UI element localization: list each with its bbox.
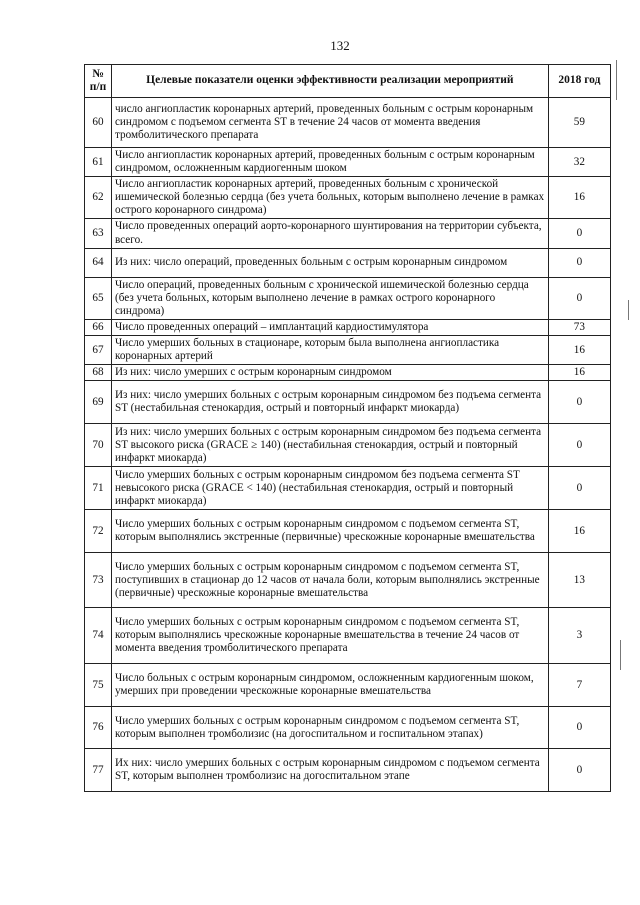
row-description: Число ангиопластик коронарных артерий, проведенных больным с хронической ишемической болезнью сердца (без учета больных, которым выполнено лечение в рамках острого коронарного синдрома) [111,177,548,219]
row-number: 75 [85,664,112,707]
table-header-row [85,65,611,98]
row-value: 0 [548,749,610,792]
row-number: 69 [85,381,112,424]
indicators-table [84,64,611,792]
row-number: 65 [85,277,112,319]
row-number: 68 [85,365,112,381]
row-value: 16 [548,336,610,365]
scan-artifact [620,640,621,670]
row-description: Число больных с острым коронарным синдромом, осложненным кардиогенным шоком, умерших при проведении чрескожные коронарные вмешательства [111,664,548,707]
row-value: 16 [548,177,610,219]
row-number: 74 [85,608,112,664]
row-number: 63 [85,219,112,248]
table-row [85,749,611,792]
scan-artifact [616,60,617,100]
table-row [85,248,611,277]
row-value: 0 [548,707,610,749]
row-value: 7 [548,664,610,707]
table-row [85,381,611,424]
row-number: 62 [85,177,112,219]
row-description: Их них: число умерших больных с острым коронарным синдромом с подъемом сегмента ST, которым выполнен тромболизис на догоспитальном этапе [111,749,548,792]
table-row [85,467,611,510]
row-number: 71 [85,467,112,510]
row-value: 73 [548,319,610,335]
table-row [85,608,611,664]
table-row [85,336,611,365]
row-description: Число умерших больных в стационаре, которым была выполнена ангиопластика коронарных артерий [111,336,548,365]
row-number: 61 [85,148,112,177]
row-value: 0 [548,248,610,277]
row-description: Из них: число умерших больных с острым коронарным синдромом без подъема сегмента ST высокого риска (GRACE ≥ 140) (нестабильная стенокардия, острый и повторный инфаркт миокарда) [111,424,548,467]
table-row [85,365,611,381]
row-value: 16 [548,510,610,553]
row-number: 67 [85,336,112,365]
row-value: 32 [548,148,610,177]
row-number: 60 [85,98,112,148]
row-value: 0 [548,277,610,319]
row-number: 70 [85,424,112,467]
row-description: Число проведенных операций аорто-коронарного шунтирования на территории субъекта, всего. [111,219,548,248]
row-value: 0 [548,219,610,248]
row-description: число ангиопластик коронарных артерий, проведенных больным с острым коронарным синдромом с подъемом сегмента ST в течение 24 часов от момента введения тромболитического препарата [111,98,548,148]
row-description: Число умерших больных с острым коронарным синдромом с подъемом сегмента ST, которым выполнялись экстренные (первичные) чрескожные коронарные вмешательства [111,510,548,553]
table-row [85,707,611,749]
row-description: Число ангиопластик коронарных артерий, проведенных больным с острым коронарным синдромом, осложненным кардиогенным шоком [111,148,548,177]
scan-artifact [628,300,629,320]
header-description: Целевые показатели оценки эффективности реализации мероприятий [111,65,548,98]
row-description: Число умерших больных с острым коронарным синдромом с подъемом сегмента ST, поступивших в стационар до 12 часов от начала боли, которым выполнялись экстренные (первичные) чрескожные коронарные вмешательства [111,553,548,608]
table-row [85,148,611,177]
table-row [85,510,611,553]
table-row [85,177,611,219]
row-description: Число операций, проведенных больным с хронической ишемической болезнью сердца (без учета больных, которым выполнено лечение в рамках острого коронарного синдрома) [111,277,548,319]
table-row [85,664,611,707]
row-value: 0 [548,381,610,424]
row-number: 77 [85,749,112,792]
table-row [85,277,611,319]
table-row [85,98,611,148]
row-number: 66 [85,319,112,335]
row-description: Из них: число умерших с острым коронарным синдромом [111,365,548,381]
page-number: 132 [330,38,350,53]
row-description: Число умерших больных с острым коронарным синдромом с подъемом сегмента ST, которым выполнялись чрескожные коронарные вмешательства в течение 24 часов от момента введения тромболитического препарата [111,608,548,664]
row-value: 16 [548,365,610,381]
header-year: 2018 год [548,65,610,98]
row-number: 72 [85,510,112,553]
table-row [85,219,611,248]
table-row [85,553,611,608]
row-description: Из них: число операций, проведенных больным с острым коронарным синдромом [111,248,548,277]
row-value: 3 [548,608,610,664]
row-value: 59 [548,98,610,148]
row-number: 76 [85,707,112,749]
header-num: № п/п [85,65,112,98]
row-number: 73 [85,553,112,608]
row-description: Из них: число умерших больных с острым коронарным синдромом без подъема сегмента ST (нестабильная стенокардия, острый и повторный инфаркт миокарда) [111,381,548,424]
table-row [85,319,611,335]
row-number: 64 [85,248,112,277]
row-description: Число умерших больных с острым коронарным синдромом без подъема сегмента ST невысокого риска (GRACE < 140) (нестабильная стенокардия, острый и повторный инфаркт миокарда) [111,467,548,510]
row-value: 13 [548,553,610,608]
table-row [85,424,611,467]
row-description: Число умерших больных с острым коронарным синдромом с подъемом сегмента ST, которым выполнен тромболизис (на догоспитальном и госпитальном этапах) [111,707,548,749]
row-description: Число проведенных операций – имплантаций кардиостимулятора [111,319,548,335]
row-value: 0 [548,467,610,510]
row-value: 0 [548,424,610,467]
